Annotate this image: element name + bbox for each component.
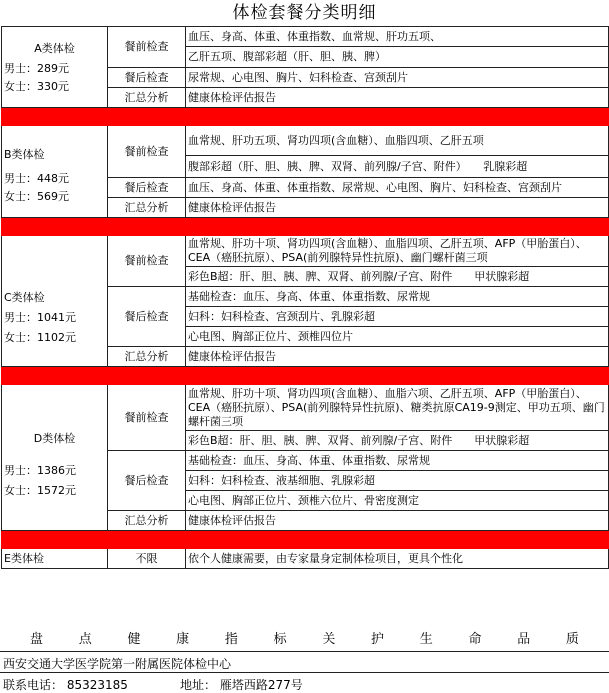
package-c-post-label: 餐后检查 [108, 287, 186, 347]
table-row [2, 126, 609, 156]
contact-address: 地址： 雁塔西路277号 [180, 678, 303, 692]
package-d-post-label: 餐后检查 [108, 451, 186, 511]
package-a-report: 健康体检评估报告 [186, 88, 609, 108]
package-c-post-item-2: 妇科：妇科检查、宫颈刮片、乳腺彩超 [186, 307, 609, 327]
package-c-female-price: 女士：1102元 [4, 331, 76, 344]
slogan-char: 盘 [30, 632, 44, 647]
package-c-pre-label: 餐前检查 [108, 236, 186, 287]
package-d-post-item-2: 妇科：妇科检查、液基细胞、乳腺彩超 [186, 471, 609, 491]
package-b-pre-item-1: 血常规、肝功五项、肾功四项(含血糖）、血脂四项、乙肝五项 [186, 126, 609, 156]
table-row [2, 236, 609, 267]
package-c-summary-label: 汇总分析 [108, 347, 186, 367]
slogan-char: 命 [468, 632, 482, 647]
package-d-name: D类体检 [33, 431, 76, 445]
slogan [0, 628, 609, 647]
package-a-name: A类体检 [34, 42, 75, 55]
package-b-male-price: 男士：448元 [4, 171, 69, 185]
package-b-report: 健康体检评估报告 [186, 198, 609, 218]
slogan-char: 关 [322, 632, 336, 647]
package-b-summary-label: 汇总分析 [108, 198, 186, 218]
package-c-male-price: 男士：1041元 [4, 311, 76, 324]
package-e-name: E类体检 [2, 549, 108, 569]
package-b-cell [2, 126, 108, 218]
package-b-pre-item-2: 腹部彩超（肝、胆、胰、脾、双肾、前列腺/子宫、附件） 乳腺彩超 [186, 156, 609, 178]
table-row [2, 27, 609, 47]
package-d-cell [2, 385, 108, 531]
package-a-summary-label: 汇总分析 [108, 88, 186, 108]
package-d-pre-item-1: 血常规、肝功十项、肾功四项(含血糖）、血脂六项、乙肝五项、AFP（甲胎蛋白）、CEA（癌胚抗原）、PSA(前列腺特异性抗原)、糖类抗原CA19-9测定、甲功五项、幽门螺杆菌三项 [186, 385, 609, 431]
package-d-post-item-3: 心电图、胸部正位片、颈椎六位片、骨密度测定 [186, 491, 609, 511]
red-divider [2, 367, 609, 385]
package-d-post-item-1: 基础检查：血压、身高、体重、体重指数、尿常规 [186, 451, 609, 471]
package-d-pre-label: 餐前检查 [108, 385, 186, 451]
package-c-post-item-1: 基础检查：血压、身高、体重、体重指数、尿常规 [186, 287, 609, 307]
package-b-post-label: 餐后检查 [108, 178, 186, 198]
package-c-pre-item-2: 彩色B超：肝、胆、胰、脾、双肾、前列腺/子宫、附件 甲状腺彩超 [186, 267, 609, 287]
package-e-content: 依个人健康需要，由专家量身定制体检项目，更具个性化 [186, 549, 609, 569]
package-c-pre-item-1: 血常规、肝功十项、肾功四项(含血糖）、血脂四项、乙肝五项、AFP（甲胎蛋白）、CEA（癌胚抗原）、PSA(前列腺特异性抗原)、幽门螺杆菌三项 [186, 236, 609, 267]
package-d-pre-item-2: 彩色B超：肝、胆、胰、脾、双肾、前列腺/子宫、附件 甲状腺彩超 [186, 431, 609, 451]
package-d-report: 健康体检评估报告 [186, 511, 609, 531]
package-b-pre-label: 餐前检查 [108, 126, 186, 178]
slogan-char: 护 [371, 632, 385, 647]
package-e-unlimited: 不限 [108, 549, 186, 569]
slogan-char: 康 [176, 632, 190, 647]
table-row [2, 549, 609, 569]
package-a-pre-item-1: 血压、身高、体重、体重指数、血常规、肝功五项、 [186, 27, 609, 47]
slogan-char: 品 [517, 632, 531, 647]
slogan-char: 质 [565, 632, 579, 647]
package-b-post-item-1: 血压、身高、体重、体重指数、尿常规、心电图、胸片、妇科检查、宫颈刮片 [186, 178, 609, 198]
package-table [1, 26, 609, 569]
package-d-male-price: 男士：1386元 [4, 463, 76, 477]
divider [0, 651, 609, 652]
red-divider [2, 108, 609, 126]
package-a-post-label: 餐后检查 [108, 68, 186, 88]
page-title: 体检套餐分类明细 [232, 3, 377, 23]
package-a-male-price: 男士：289元 [4, 62, 69, 75]
package-d-female-price: 女士：1572元 [4, 483, 76, 497]
divider [0, 672, 609, 673]
slogan-char: 点 [78, 632, 92, 647]
package-a-female-price: 女士：330元 [4, 80, 69, 93]
package-c-name: C类体检 [4, 291, 45, 304]
hospital-name: 西安交通大学医学院第一附属医院体检中心 [3, 657, 232, 671]
package-b-female-price: 女士：569元 [4, 189, 69, 203]
package-a-post-item-1: 尿常规、心电图、胸片、妇科检查、宫颈刮片 [186, 68, 609, 88]
package-d-summary-label: 汇总分析 [108, 511, 186, 531]
package-b-name: B类体检 [4, 147, 45, 161]
package-a-pre-item-2: 乙肝五项、腹部彩超（肝、胆、胰、脾） [186, 47, 609, 68]
slogan-char: 健 [127, 632, 141, 647]
package-c-post-item-3: 心电图、胸部正位片、颈椎四位片 [186, 327, 609, 347]
slogan-char: 标 [273, 632, 287, 647]
package-c-cell [2, 236, 108, 367]
contact-phone: 联系电话： 85323185 [3, 678, 128, 692]
red-divider [2, 218, 609, 236]
package-c-report: 健康体检评估报告 [186, 347, 609, 367]
red-divider [2, 531, 609, 549]
package-a-cell [2, 27, 108, 108]
slogan-char: 生 [419, 632, 433, 647]
package-a-pre-label: 餐前检查 [108, 27, 186, 68]
table-row [2, 385, 609, 431]
slogan-char: 指 [224, 632, 238, 647]
